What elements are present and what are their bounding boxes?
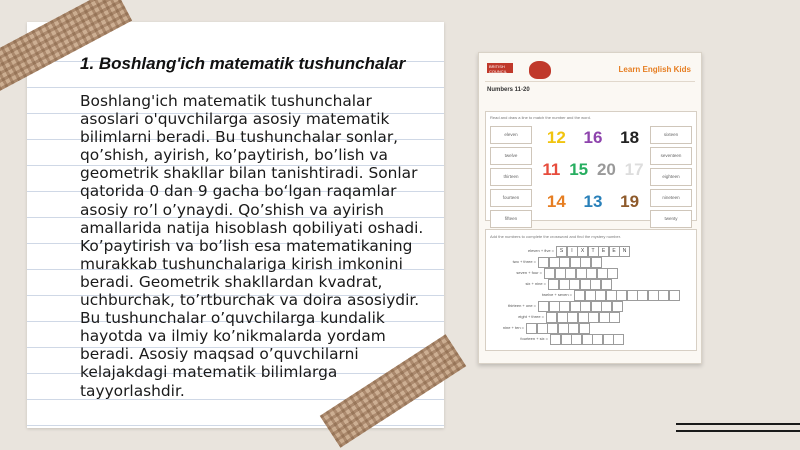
instruction-1: Read and draw a line to match the number and the word.: [490, 115, 591, 120]
crossword-clue: thirteen + one =: [507, 303, 536, 308]
crossword-cell: [571, 334, 582, 345]
number-label: 15: [569, 160, 589, 179]
word-box: fourteen: [490, 189, 532, 207]
crossword-cell: [582, 334, 593, 345]
number-label: 11: [542, 160, 561, 179]
crossword-cell: [549, 257, 560, 268]
crossword-cell: [555, 268, 566, 279]
number-label: 19: [620, 192, 640, 211]
crossword-clue: six + nine =: [525, 281, 546, 286]
crossword-cell: N: [619, 246, 630, 257]
crossword-cell: [537, 323, 548, 334]
number-label: 14: [546, 192, 566, 211]
crossword-cell: [549, 301, 560, 312]
number-label: 13: [583, 192, 603, 211]
crossword-cell: [597, 268, 608, 279]
matching-section: [485, 111, 697, 221]
worksheet-title: Numbers 11-20: [487, 87, 530, 93]
crossword-cell: [590, 279, 601, 290]
crossword-cell: [548, 279, 559, 290]
crossword-cell: [648, 290, 659, 301]
crossword-cell: [613, 334, 624, 345]
crossword-cell: [627, 290, 638, 301]
crossword-cell: [580, 257, 591, 268]
crossword-row: [556, 246, 630, 257]
crossword-cell: [568, 323, 579, 334]
crossword-cell: [588, 312, 599, 323]
number-label: 18: [620, 128, 640, 147]
crossword-cell: [601, 279, 612, 290]
crossword-row: [550, 334, 624, 345]
crossword-cell: [576, 268, 587, 279]
crossword-cell: [585, 290, 596, 301]
crossword-cell: X: [577, 246, 588, 257]
word-column-left: [490, 126, 532, 231]
crossword-cell: [591, 257, 602, 268]
crossword-cell: [592, 334, 603, 345]
word-box: fifteen: [490, 210, 532, 228]
crossword-clue: two + three =: [512, 259, 536, 264]
crossword-cell: [569, 279, 580, 290]
crossword-cell: [669, 290, 680, 301]
crossword-cell: [546, 312, 557, 323]
crossword-cell: [526, 323, 537, 334]
worksheet-header: [485, 59, 695, 82]
crossword-cell: [538, 301, 549, 312]
crossword-cell: [561, 334, 572, 345]
crossword-cell: [616, 290, 627, 301]
crossword-cell: [601, 301, 612, 312]
crossword-clue: eleven + five =: [527, 248, 554, 253]
number-label: 17: [624, 160, 644, 179]
crossword-clue: eight + three =: [518, 314, 544, 319]
crossword-cell: [603, 334, 614, 345]
word-box: eighteen: [650, 168, 692, 186]
crossword-cell: I: [567, 246, 578, 257]
crossword-row: [538, 257, 601, 268]
crossword-cell: [580, 279, 591, 290]
crossword-cell: [547, 323, 558, 334]
crossword-row: [548, 279, 611, 290]
crossword-cell: E: [598, 246, 609, 257]
crossword-cell: [558, 323, 569, 334]
number-row: [538, 128, 648, 148]
crossword-cell: [579, 323, 590, 334]
word-box: seventeen: [650, 147, 692, 165]
crossword-cell: [538, 257, 549, 268]
crossword-cell: [637, 290, 648, 301]
crossword-cell: [559, 301, 570, 312]
crossword-row: [574, 290, 679, 301]
crossword-cell: [559, 257, 570, 268]
crossword-cell: [578, 312, 589, 323]
crossword-cell: T: [588, 246, 599, 257]
crossword-section: [485, 229, 697, 351]
word-box: nineteen: [650, 189, 692, 207]
crossword-row: [526, 323, 589, 334]
decorative-lines: [676, 423, 800, 437]
slide-title: 1. Boshlang'ich matematik tushunchalar: [80, 54, 406, 73]
crossword-cell: [658, 290, 669, 301]
slide-body-text: Boshlang'ich matematik tushunchalar asoslari o'quvchilarga asosiy matematik bilimlarni beradi. Bu tushunchalar sonlar, qo’shish, ayirish, ko’paytirish, bo’lish va geometrik shakllar bilan tanishtiradi. Sonlar qatorida 0 dan 9 gacha bo‘lgan raqamlar asosiy ro’l o’ynaydi. Qo’shish va ayirish amallarida natija hisoblash qobiliyati oshadi. Ko’paytirish va bo’lish esa matematikaning murakkab tushunchalariga kirish imkonini beradi. Geometrik shakllardan kvadrat, uchburchak, to’rtburchak va doira asosiydir. Bu tushunchalar o’quvchilarga kundalik hayotda va ilmiy ko’nikmalarda yordam beradi. Asosiy maqsad o’quvchilarni kelajakdagi matematik bilimlarga tayyorlashdir.: [80, 92, 424, 400]
british-council-logo: BRITISH COUNCIL: [487, 63, 513, 73]
instruction-2: Add the numbers to complete the crossword and find the mystery number.: [490, 234, 621, 239]
crossword-clue: nine + ten =: [502, 325, 524, 330]
crossword-clue: seven + four =: [516, 270, 542, 275]
crossword-cell: [570, 301, 581, 312]
crossword-cell: [586, 268, 597, 279]
crossword-cell: E: [609, 246, 620, 257]
number-label: 16: [583, 128, 603, 147]
crossword-cell: [612, 301, 623, 312]
number-label: 12: [546, 128, 566, 147]
crossword-cell: [591, 301, 602, 312]
word-box: twelve: [490, 147, 532, 165]
crossword-clue: twelve + seven =: [541, 292, 572, 297]
word-box: thirteen: [490, 168, 532, 186]
brand-label: Learn English Kids: [618, 65, 691, 74]
crossword-cell: [607, 268, 618, 279]
crossword-cell: [559, 279, 570, 290]
monster-mascot-icon: [529, 61, 551, 79]
crossword-cell: [567, 312, 578, 323]
word-column-right: [650, 126, 692, 231]
crossword-cell: [595, 290, 606, 301]
crossword-cell: [599, 312, 610, 323]
crossword-row: [538, 301, 622, 312]
crossword-cell: [609, 312, 620, 323]
crossword-cell: [574, 290, 585, 301]
crossword-cell: [565, 268, 576, 279]
crossword-clue: fourteen + six =: [520, 336, 548, 341]
crossword-cell: S: [556, 246, 567, 257]
crossword-row: [546, 312, 620, 323]
number-row: [538, 160, 648, 180]
number-row: [538, 192, 648, 212]
worksheet-image: [478, 52, 702, 364]
word-box: twenty: [650, 210, 692, 228]
number-label: 20: [596, 160, 616, 179]
crossword-cell: [580, 301, 591, 312]
crossword-row: [544, 268, 618, 279]
crossword-cell: [544, 268, 555, 279]
crossword-cell: [550, 334, 561, 345]
crossword-cell: [557, 312, 568, 323]
numbers-area: [538, 128, 648, 224]
crossword-cell: [570, 257, 581, 268]
word-box: eleven: [490, 126, 532, 144]
word-box: sixteen: [650, 126, 692, 144]
crossword-cell: [606, 290, 617, 301]
